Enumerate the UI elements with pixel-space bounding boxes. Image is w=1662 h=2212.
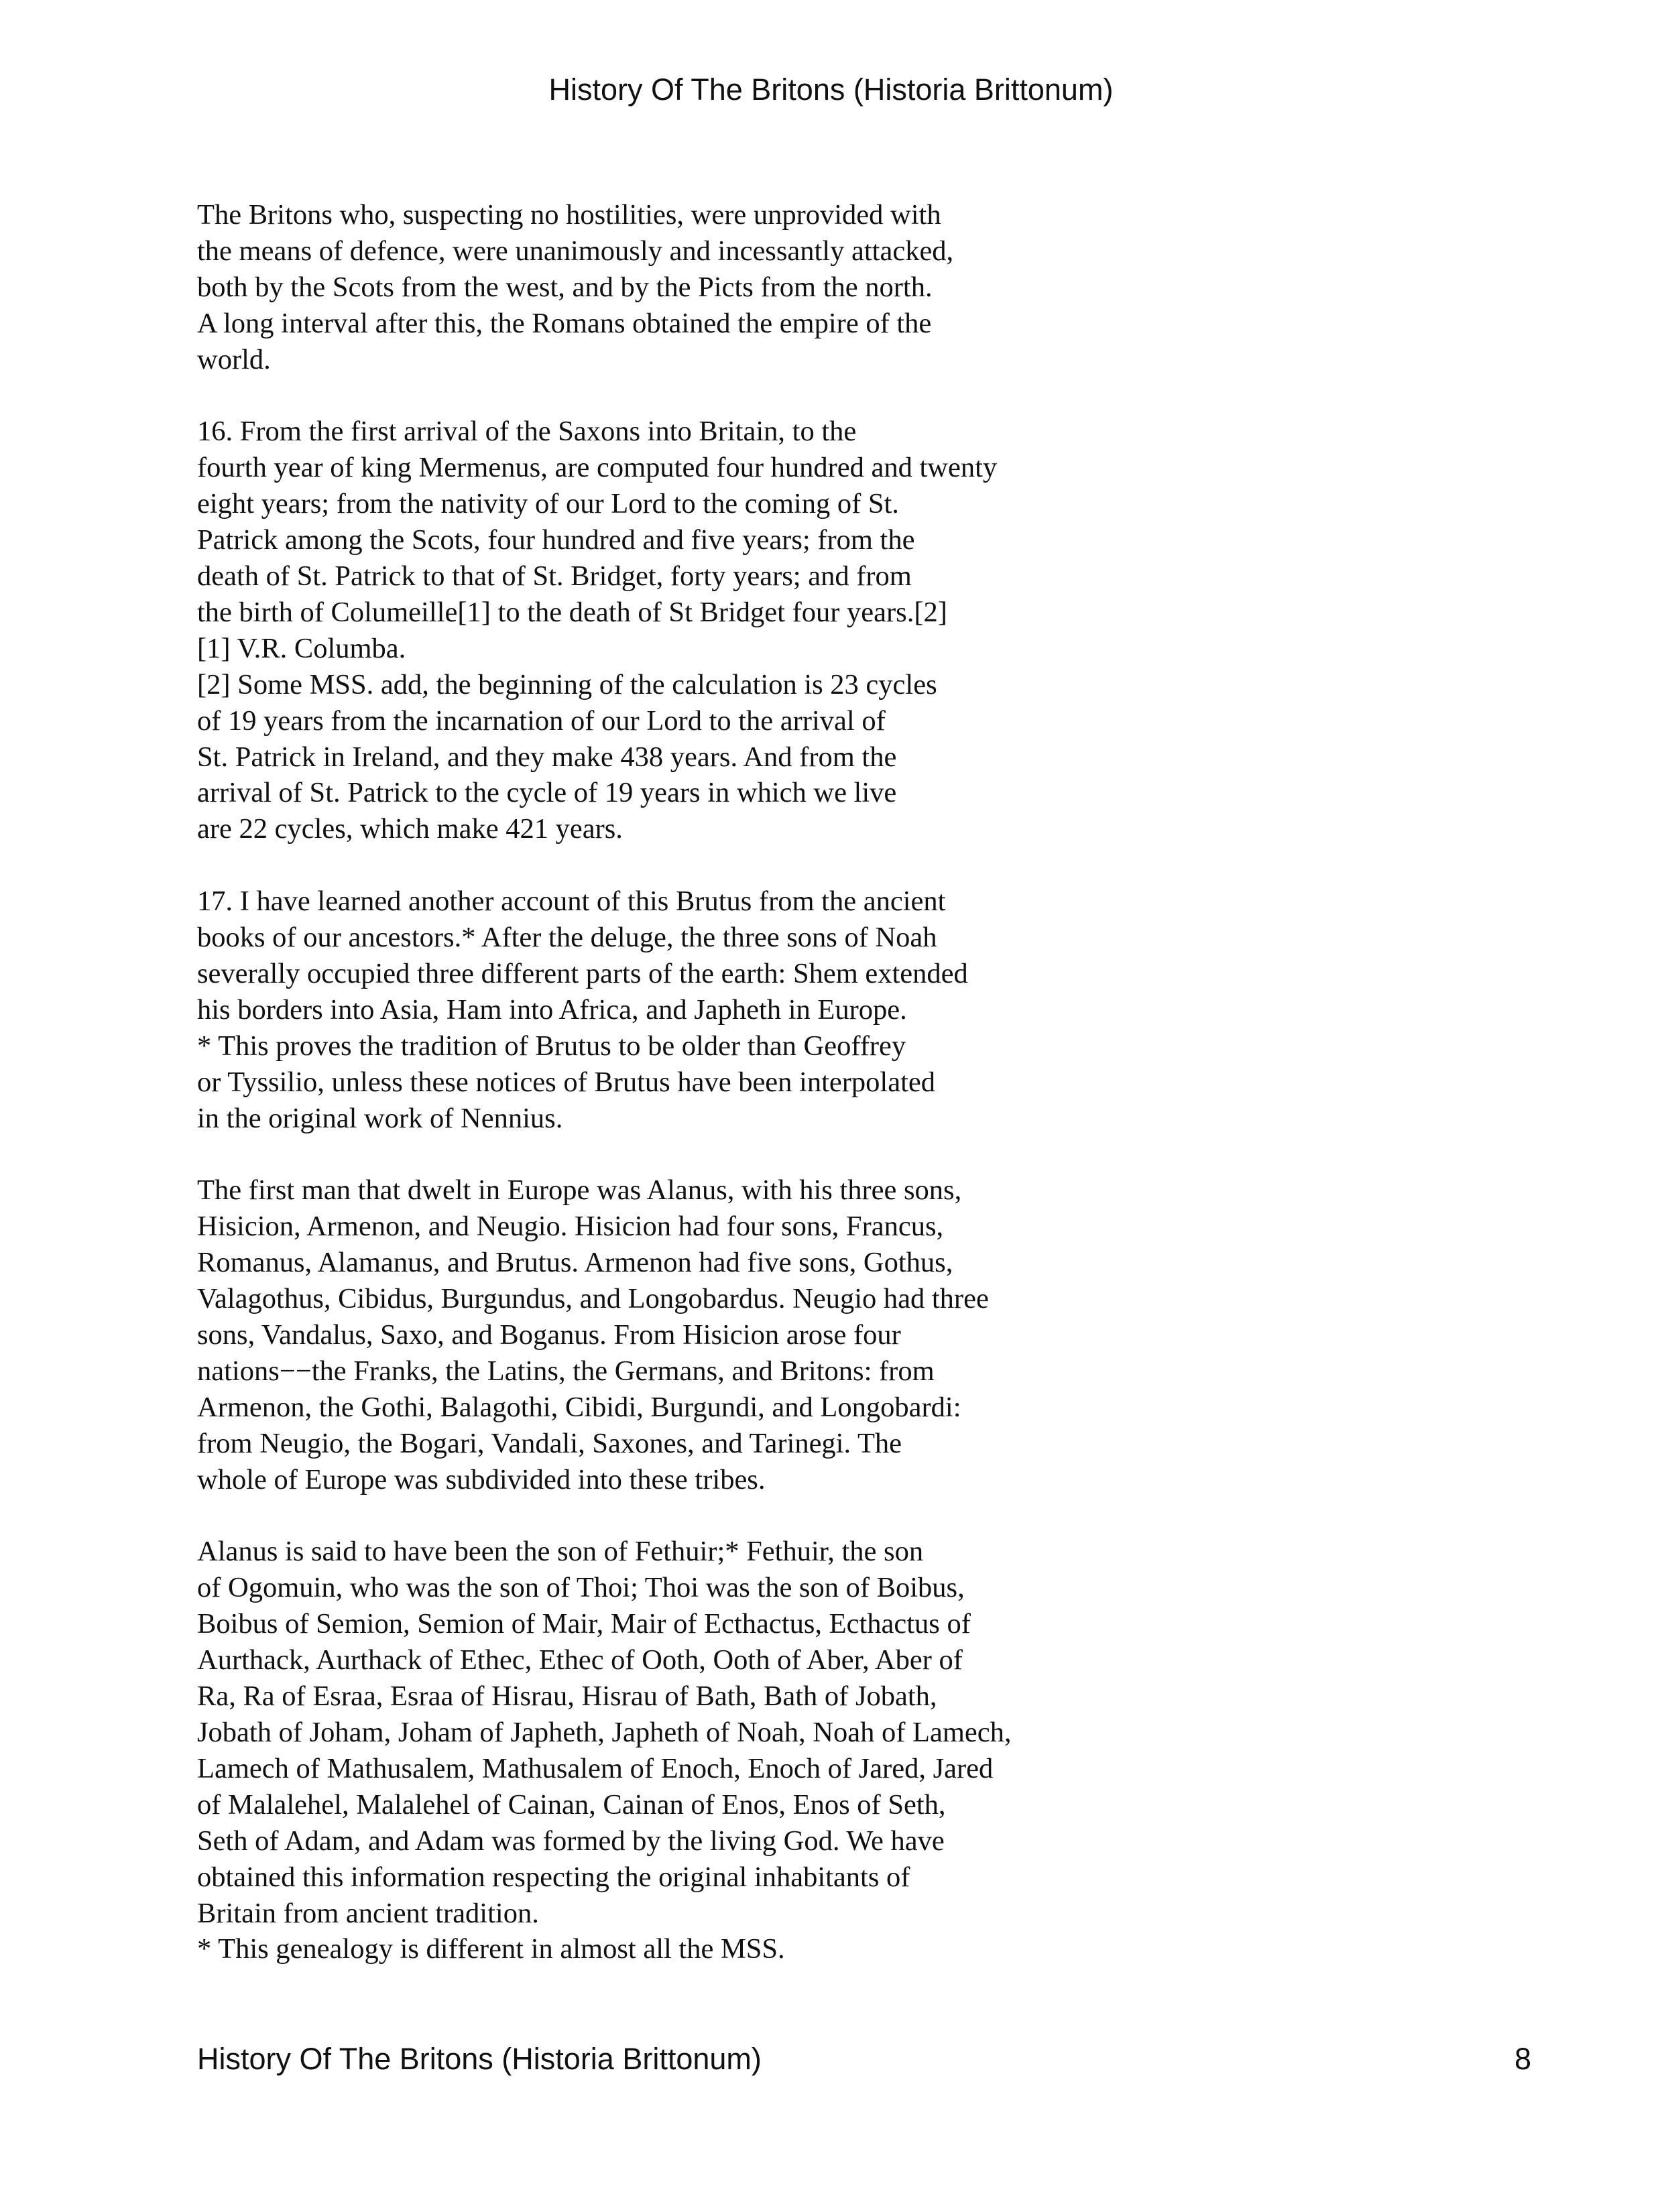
text-line: Alanus is said to have been the son of Fethuir;* Fethuir, the son [197,1536,924,1568]
text-line: Armenon, the Gothi, Balagothi, Cibidi, Burgundi, and Longobardi: [197,1391,961,1423]
footnote-line: arrival of St. Patrick to the cycle of 19 years in which we live [197,777,897,809]
footnote-line: * This genealogy is different in almost all the MSS. [197,1933,785,1965]
text-line: fourth year of king Mermenus, are computed four hundred and twenty [197,452,998,484]
text-line: of Ogomuin, who was the son of Thoi; Thoi was the son of Boibus, [197,1572,965,1604]
text-line: Romanus, Alamanus, and Brutus. Armenon had five sons, Gothus, [197,1247,953,1279]
paragraph-europe-tribes [197,1172,1404,1497]
footnote-line: [2] Some MSS. add, the beginning of the calculation is 23 cycles [197,668,937,700]
text-line: eight years; from the nativity of our Lord to the coming of St. [197,488,899,520]
text-line: Lamech of Mathusalem, Mathusalem of Enoch, Enoch of Jared, Jared [197,1752,994,1784]
footnote-line: in the original work of Nennius. [197,1102,563,1134]
text-line: Britain from ancient tradition. [197,1897,539,1929]
paragraph-section-16 [197,414,1404,847]
text-line: from Neugio, the Bogari, Vandali, Saxones, and Tarinegi. The [197,1427,902,1459]
page-number: 8 [1514,2042,1531,2076]
footnote-line: are 22 cycles, which make 421 years. [197,813,623,845]
text-line: A long interval after this, the Romans obtained the empire of the [197,307,932,339]
text-line: whole of Europe was subdivided into these tribes. [197,1463,766,1495]
text-line: Aurthack, Aurthack of Ethec, Ethec of Ooth, Ooth of Aber, Aber of [197,1644,963,1676]
footnote-line: [1] V.R. Columba. [197,632,406,664]
footnote-line: St. Patrick in Ireland, and they make 438 years. And from the [197,741,897,773]
page-footer [197,2040,1531,2081]
footnote-line: * This proves the tradition of Brutus to be older than Geoffrey [197,1030,906,1062]
text-line: nations−−the Franks, the Latins, the Germans, and Britons: from [197,1355,935,1387]
text-line: obtained this information respecting the original inhabitants of [197,1861,910,1893]
footer-title: History Of The Britons (Historia Brittonum) [197,2042,762,2076]
footnote-line: of 19 years from the incarnation of our Lord to the arrival of [197,704,886,737]
text-line: Patrick among the Scots, four hundred and five years; from the [197,524,915,556]
running-title: History Of The Britons (Historia Brittonum) [548,72,1114,107]
text-line: books of our ancestors.* After the deluge, the three sons of Noah [197,922,937,954]
text-line: Jobath of Joham, Joham of Japheth, Japheth of Noah, Noah of Lamech, [197,1717,1012,1748]
text-line: The Britons who, suspecting no hostilities, were unprovided with [197,199,941,231]
text-line: both by the Scots from the west, and by the Picts from the north. [197,271,933,303]
text-line: Seth of Adam, and Adam was formed by the living God. We have [197,1825,945,1857]
text-line: his borders into Asia, Ham into Africa, and Japheth in Europe. [197,993,907,1026]
footnote-line: or Tyssilio, unless these notices of Brutus have been interpolated [197,1066,936,1098]
text-line: 17. I have learned another account of this Brutus from the ancient [197,885,946,918]
text-line: world. [197,343,271,375]
paragraph-britons-attacked [197,197,1404,378]
text-line: Hisicion, Armenon, and Neugio. Hisicion had four sons, Francus, [197,1211,944,1243]
body-text [197,197,1404,2004]
text-line: of Malalehel, Malalehel of Cainan, Cainan of Enos, Enos of Seth, [197,1788,946,1821]
text-line: sons, Vandalus, Saxo, and Boganus. From Hisicion arose four [197,1319,901,1351]
text-line: 16. From the first arrival of the Saxons into Britain, to the [197,416,857,448]
page-header [0,71,1662,109]
text-line: death of St. Patrick to that of St. Bridget, forty years; and from [197,560,912,593]
paragraph-section-17 [197,883,1404,1136]
text-line: The first man that dwelt in Europe was Alanus, with his three sons, [197,1174,962,1207]
text-line: Boibus of Semion, Semion of Mair, Mair of Ecthactus, Ecthactus of [197,1608,971,1640]
text-line: Valagothus, Cibidus, Burgundus, and Longobardus. Neugio had three [197,1283,989,1315]
text-line: Ra, Ra of Esraa, Esraa of Hisrau, Hisrau of Bath, Bath of Jobath, [197,1680,937,1713]
text-line: the means of defence, were unanimously and incessantly attacked, [197,235,954,267]
text-line: the birth of Columeille[1] to the death of St Bridget four years.[2] [197,596,947,628]
text-line: severally occupied three different parts of the earth: Shem extended [197,958,968,989]
paragraph-genealogy [197,1534,1404,1967]
